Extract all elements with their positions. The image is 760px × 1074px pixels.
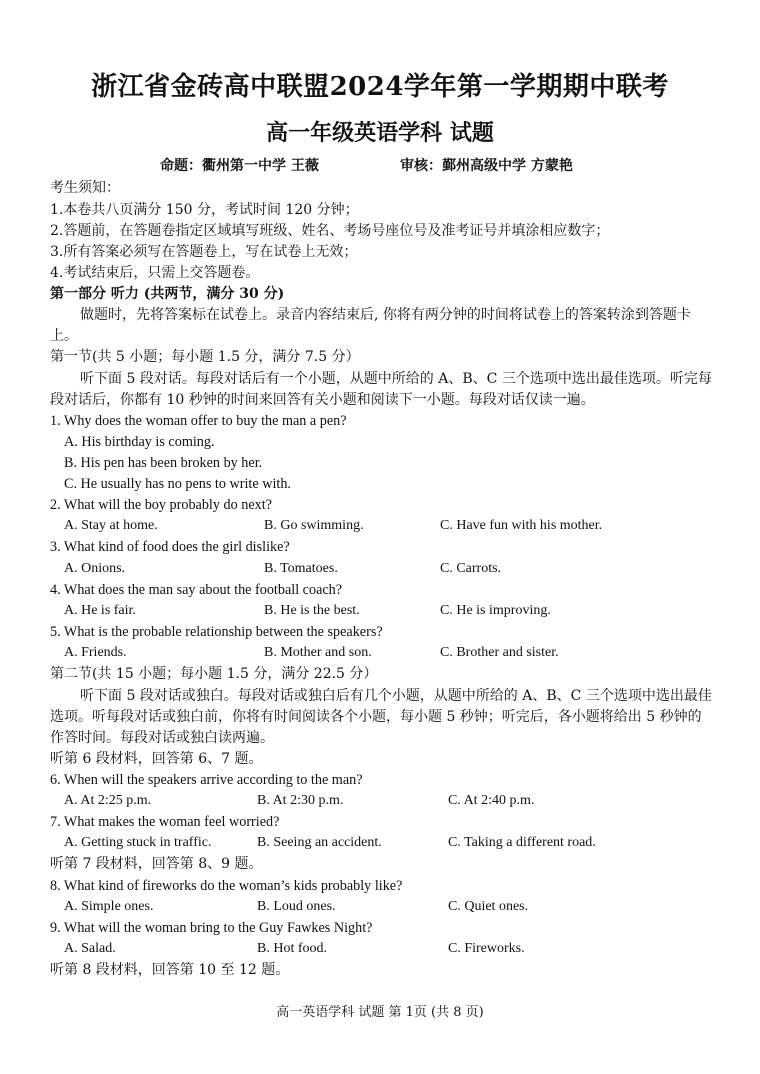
question-2: 2. What will the boy probably do next?	[50, 497, 272, 513]
option-6b: B. At 2:30 p.m.	[257, 793, 344, 808]
option-3a: A. Onions.	[64, 561, 126, 576]
part1-intro: 做题时，先将答案标在试卷上。录音内容结束后, 你将有两分钟的时间将试卷上的答案转涂到答题卡上。	[50, 307, 691, 344]
material-6-instruction: 听第 6 段材料，回答第 6、7 题。	[50, 751, 263, 767]
option-1c: C. He usually has no pens to write with.	[64, 476, 291, 492]
notice-item: 3.所有答案必须写在答题卷上，写在试卷上无效；	[50, 244, 358, 260]
notice-heading: 考生须知：	[50, 180, 120, 196]
option-9c: C. Fireworks.	[448, 941, 525, 956]
exam-subtitle: 高一年级英语学科 试题	[266, 120, 494, 146]
section2-intro: 听下面 5 段对话或独白。每段对话或独白后有几个小题，从题中所给的 A、B、C 三个选项中选出最佳选项。听每段对话或独白前，你将有时间阅读各个小题，每小题 5 秒钟；听完后，各小题将给出 5 秒钟的作答时间。每段对话或独白读两遍。	[50, 688, 712, 746]
option-4a: A. He is fair.	[64, 603, 136, 618]
option-8b: B. Loud ones.	[257, 899, 336, 914]
option-3b: B. Tomatoes.	[264, 561, 338, 576]
option-9b: B. Hot food.	[257, 941, 327, 956]
question-1: 1. Why does the woman offer to buy the man a pen?	[50, 413, 347, 429]
setter-line: 命题：衢州第一中学 王薇	[160, 158, 319, 174]
question-7: 7. What makes the woman feel worried?	[50, 814, 280, 830]
question-9: 9. What will the woman bring to the Guy Fawkes Night?	[50, 920, 373, 936]
question-3: 3. What kind of food does the girl dislike?	[50, 539, 290, 555]
exam-title: 浙江省金砖高中联盟2024学年第一学期期中联考	[91, 72, 669, 102]
option-4b: B. He is the best.	[264, 603, 360, 618]
option-7a: A. Getting stuck in traffic.	[64, 835, 212, 850]
option-1b: B. His pen has been broken by her.	[64, 455, 263, 471]
notice-item: 1.本卷共八页满分 150 分，考试时间 120 分钟；	[50, 202, 359, 218]
page-footer: 高一英语学科 试题 第 1页 (共 8 页)	[276, 1005, 484, 1020]
notice-item: 2.答题前，在答题卷指定区域填写班级、姓名、考场号座位号及准考证号并填涂相应数字；	[50, 223, 610, 239]
question-4: 4. What does the man say about the football coach?	[50, 582, 343, 598]
option-8a: A. Simple ones.	[64, 899, 154, 914]
section2-heading: 第二节(共 15 小题；每小题 1.5 分，满分 22.5 分）	[50, 666, 378, 682]
question-8: 8. What kind of fireworks do the woman’s kids probably like?	[50, 878, 403, 894]
option-5c: C. Brother and sister.	[440, 645, 559, 660]
option-6c: C. At 2:40 p.m.	[448, 793, 535, 808]
notice-item: 4.考试结束后，只需上交答题卷。	[50, 265, 260, 281]
reviewer-line: 审核：鄞州高级中学 方蒙艳	[400, 158, 573, 174]
question-5: 5. What is the probable relationship between the speakers?	[50, 624, 383, 640]
option-7b: B. Seeing an accident.	[257, 835, 382, 850]
option-2a: A. Stay at home.	[64, 518, 158, 533]
part1-heading: 第一部分 听力 (共两节，满分 30 分)	[50, 286, 285, 302]
section1-heading: 第一节(共 5 小题；每小题 1.5 分，满分 7.5 分）	[50, 349, 360, 365]
option-6a: A. At 2:25 p.m.	[64, 793, 152, 808]
option-9a: A. Salad.	[64, 941, 116, 956]
option-8c: C. Quiet ones.	[448, 899, 529, 914]
option-5b: B. Mother and son.	[264, 645, 372, 660]
option-5a: A. Friends.	[64, 645, 127, 660]
option-3c: C. Carrots.	[440, 561, 502, 576]
section1-intro: 听下面 5 段对话。每段对话后有一个小题，从题中所给的 A、B、C 三个选项中选出最佳选项。听完每段对话后，你都有 10 秒钟的时间来回答有关小题和阅读下一小题。每段对话仅读一遍。	[50, 371, 712, 408]
option-4c: C. He is improving.	[440, 603, 551, 618]
option-7c: C. Taking a different road.	[448, 835, 596, 850]
material-8-instruction: 听第 8 段材料，回答第 10 至 12 题。	[50, 962, 290, 978]
option-1a: A. His birthday is coming.	[64, 434, 215, 450]
material-7-instruction: 听第 7 段材料，回答第 8、9 题。	[50, 856, 263, 872]
option-2b: B. Go swimming.	[264, 518, 364, 533]
question-6: 6. When will the speakers arrive according to the man?	[50, 772, 363, 788]
option-2c: C. Have fun with his mother.	[440, 518, 603, 533]
